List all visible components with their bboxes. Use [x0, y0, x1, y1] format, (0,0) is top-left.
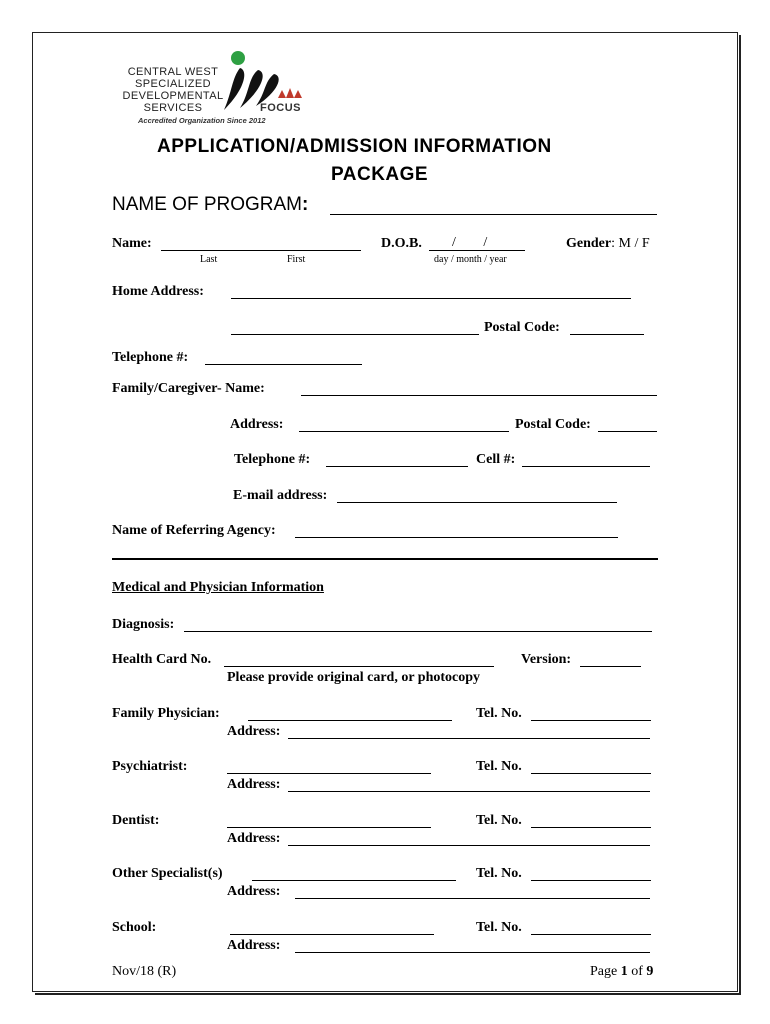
gender-field[interactable]: Gender: M / F — [566, 236, 650, 251]
school-label: School: — [112, 920, 157, 935]
other-specialist-address-label: Address: — [227, 884, 281, 899]
family-physician-label: Family Physician: — [112, 706, 220, 721]
dentist-address-field[interactable] — [288, 845, 650, 846]
logo-line-3: DEVELOPMENTAL — [122, 90, 224, 102]
health-card-field[interactable] — [224, 666, 494, 667]
family-email-label: E-mail address: — [233, 488, 328, 503]
psychiatrist-address-field[interactable] — [288, 791, 650, 792]
other-specialist-field[interactable] — [252, 880, 456, 881]
dob-label: D.O.B. — [381, 236, 422, 251]
family-cell-field[interactable] — [522, 466, 650, 467]
other-specialist-tel-field[interactable] — [531, 880, 651, 881]
page-number: Page 1 of 9 — [590, 964, 654, 979]
family-physician-address-field[interactable] — [288, 738, 650, 739]
logo-line-1: CENTRAL WEST — [127, 66, 219, 78]
home-address-line2-field[interactable] — [231, 334, 479, 335]
program-label: NAME OF PROGRAM: — [112, 194, 309, 215]
family-physician-tel-field[interactable] — [531, 720, 651, 721]
other-specialist-label: Other Specialist(s) — [112, 866, 223, 881]
psychiatrist-address-label: Address: — [227, 777, 281, 792]
psychiatrist-label: Psychiatrist: — [112, 759, 188, 774]
psychiatrist-field[interactable] — [227, 773, 431, 774]
revision-date: Nov/18 (R) — [112, 964, 177, 979]
family-caregiver-name-label: Family/Caregiver- Name: — [112, 381, 265, 396]
family-email-field[interactable] — [337, 502, 617, 503]
family-telephone-label: Telephone #: — [234, 452, 311, 467]
diagnosis-field[interactable] — [184, 631, 652, 632]
document-title-line-2: PACKAGE — [331, 164, 429, 185]
school-tel-label: Tel. No. — [476, 920, 522, 935]
family-caregiver-name-field[interactable] — [301, 395, 657, 396]
home-address-field[interactable] — [231, 298, 631, 299]
logo-line-4: SERVICES — [143, 102, 203, 114]
family-physician-field[interactable] — [248, 720, 452, 721]
school-address-field[interactable] — [295, 952, 650, 953]
document-title-line-1: APPLICATION/ADMISSION INFORMATION — [157, 136, 552, 157]
other-specialist-tel-label: Tel. No. — [476, 866, 522, 881]
dentist-address-label: Address: — [227, 831, 281, 846]
dentist-field[interactable] — [227, 827, 431, 828]
family-postal-code-label: Postal Code: — [515, 417, 591, 432]
dentist-tel-label: Tel. No. — [476, 813, 522, 828]
psychiatrist-tel-field[interactable] — [531, 773, 651, 774]
section-divider — [112, 558, 658, 560]
family-address-field[interactable] — [299, 431, 509, 432]
home-postal-code-label: Postal Code: — [484, 320, 560, 335]
logo-line-2: SPECIALIZED — [135, 78, 211, 90]
telephone-field[interactable] — [205, 364, 362, 365]
name-label: Name: — [112, 236, 152, 251]
school-address-label: Address: — [227, 938, 281, 953]
version-field[interactable] — [580, 666, 641, 667]
program-field[interactable] — [330, 214, 657, 215]
last-name-hint: Last — [200, 254, 218, 265]
medical-section-heading: Medical and Physician Information — [112, 580, 324, 595]
name-field[interactable] — [161, 250, 361, 251]
dentist-label: Dentist: — [112, 813, 160, 828]
diagnosis-label: Diagnosis: — [112, 617, 175, 632]
dob-separators: / / — [452, 235, 488, 250]
logo-tagline: Accredited Organization Since 2012 — [138, 116, 266, 125]
health-card-note: Please provide original card, or photocopy — [227, 670, 481, 685]
school-field[interactable] — [230, 934, 434, 935]
telephone-label: Telephone #: — [112, 350, 189, 365]
referring-agency-field[interactable] — [295, 537, 618, 538]
home-address-label: Home Address: — [112, 284, 204, 299]
family-cell-label: Cell #: — [476, 452, 516, 467]
logo-focus-text: FOCUS — [260, 102, 301, 114]
family-postal-code-field[interactable] — [598, 431, 657, 432]
dentist-tel-field[interactable] — [531, 827, 651, 828]
family-physician-address-label: Address: — [227, 724, 281, 739]
version-label: Version: — [521, 652, 572, 667]
family-physician-tel-label: Tel. No. — [476, 706, 522, 721]
first-name-hint: First — [287, 254, 306, 265]
family-telephone-field[interactable] — [326, 466, 468, 467]
other-specialist-address-field[interactable] — [295, 898, 650, 899]
organization-logo — [122, 48, 322, 128]
psychiatrist-tel-label: Tel. No. — [476, 759, 522, 774]
referring-agency-label: Name of Referring Agency: — [112, 523, 276, 538]
school-tel-field[interactable] — [531, 934, 651, 935]
family-address-label: Address: — [230, 417, 284, 432]
dob-format-hint: day / month / year — [434, 254, 507, 265]
home-postal-code-field[interactable] — [570, 334, 644, 335]
health-card-label: Health Card No. — [112, 652, 212, 667]
